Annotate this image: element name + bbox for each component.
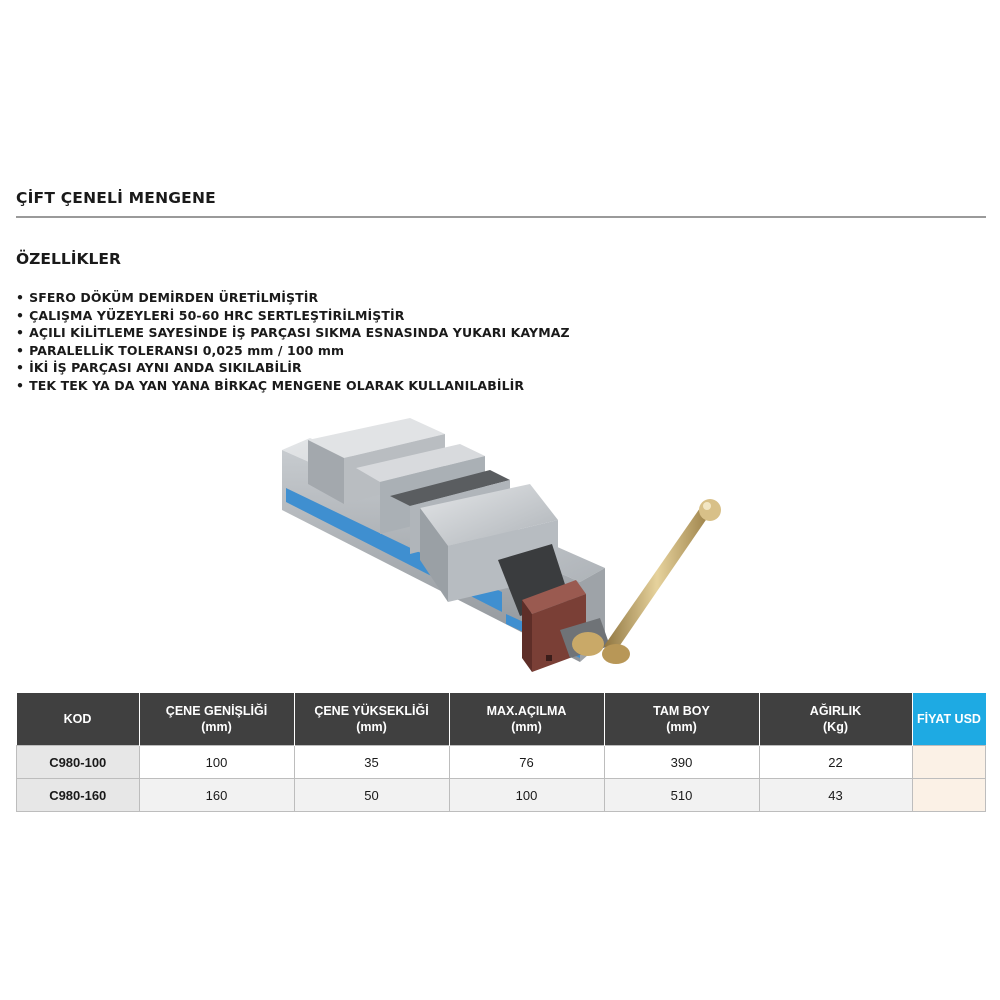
cell-jaw-width: 100 <box>139 746 294 779</box>
cell-jaw-height: 50 <box>294 779 449 812</box>
double-jaw-vise-image <box>270 400 740 690</box>
feature-item: • TEK TEK YA DA YAN YANA BİRKAÇ MENGENE OLARAK KULLANILABİLİR <box>16 377 570 395</box>
cell-price <box>912 779 986 812</box>
cell-jaw-width: 160 <box>139 779 294 812</box>
feature-item: • SFERO DÖKÜM DEMİRDEN ÜRETİLMİŞTİR <box>16 289 570 307</box>
table-header-row <box>17 693 986 746</box>
header-weight: AĞIRLIK (Kg) <box>759 693 912 746</box>
header-max-opening: MAX.AÇILMA (mm) <box>449 693 604 746</box>
title-divider <box>16 216 986 218</box>
cell-code: C980-160 <box>17 779 140 812</box>
feature-item: • ÇALIŞMA YÜZEYLERİ 50-60 HRC SERTLEŞTİRİLMİŞTİR <box>16 307 570 325</box>
cell-price <box>912 746 986 779</box>
cell-total-length: 510 <box>604 779 759 812</box>
cell-weight: 22 <box>759 746 912 779</box>
header-price: FİYAT USD <box>912 693 986 746</box>
vise-handle <box>604 508 710 654</box>
header-jaw-width: ÇENE GENİŞLİĞİ (mm) <box>139 693 294 746</box>
header-jaw-height: ÇENE YÜKSEKLİĞİ (mm) <box>294 693 449 746</box>
feature-item: • PARALELLİK TOLERANSI 0,025 mm / 100 mm <box>16 342 570 360</box>
cell-weight: 43 <box>759 779 912 812</box>
table-row <box>17 779 986 812</box>
cell-code: C980-100 <box>17 746 140 779</box>
cell-max-opening: 76 <box>449 746 604 779</box>
header-code: KOD <box>17 693 140 746</box>
cell-max-opening: 100 <box>449 779 604 812</box>
specs-table <box>16 693 986 812</box>
table-row <box>17 746 986 779</box>
feature-item: • AÇILI KİLİTLEME SAYESİNDE İŞ PARÇASI SIKMA ESNASINDA YUKARI KAYMAZ <box>16 324 570 342</box>
header-total-length: TAM BOY (mm) <box>604 693 759 746</box>
cell-jaw-height: 35 <box>294 746 449 779</box>
page-title: ÇİFT ÇENELİ MENGENE <box>16 189 216 207</box>
feature-item: • İKİ İŞ PARÇASI AYNI ANDA SIKILABİLİR <box>16 359 570 377</box>
features-heading: ÖZELLİKLER <box>16 250 121 268</box>
features-list <box>16 289 570 394</box>
cell-total-length: 390 <box>604 746 759 779</box>
